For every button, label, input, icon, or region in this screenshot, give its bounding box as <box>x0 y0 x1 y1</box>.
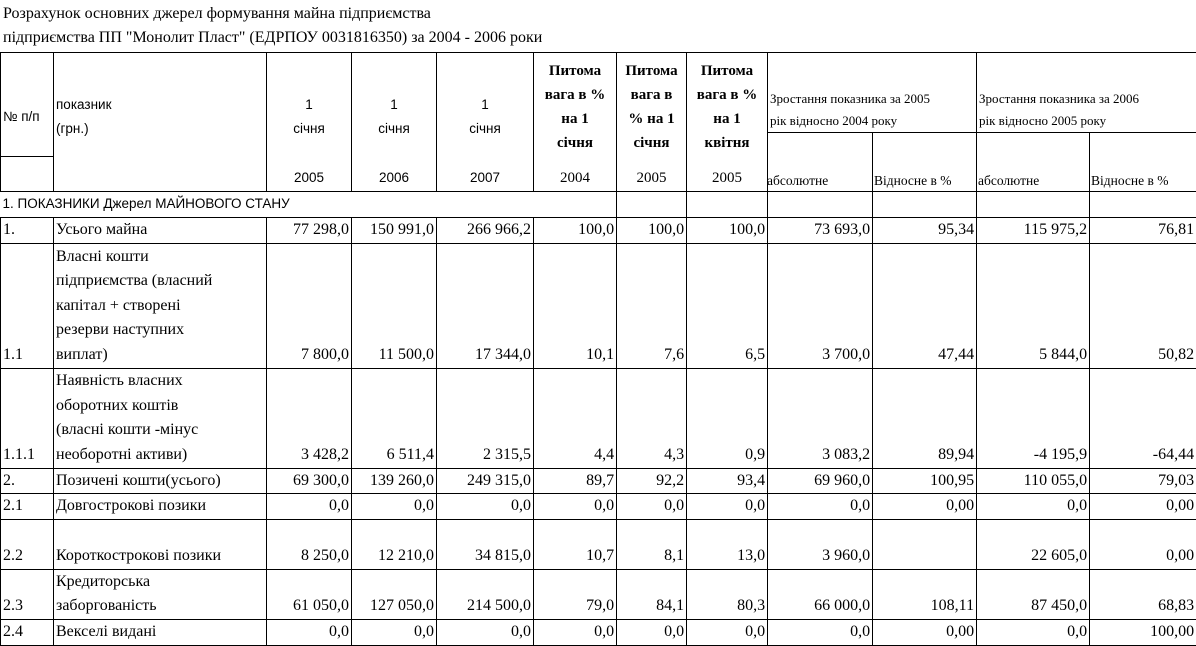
cell-weight-2004: 4,4 <box>534 368 617 468</box>
cell-weight-2005b: 6,5 <box>687 243 768 368</box>
cell-2005: 8 250,0 <box>267 519 352 569</box>
table-row <box>1 619 1196 645</box>
header-weight-year-2004: 2004 <box>534 157 617 192</box>
cell-abs-2006: 0,0 <box>977 494 1090 520</box>
cell-rel-2005: 95,34 <box>873 218 977 244</box>
cell-2006: 0,0 <box>352 619 437 645</box>
table-row <box>1 569 1196 619</box>
cell-rel-2005: 0,00 <box>873 619 977 645</box>
header-abs-2006: абсолютне <box>978 173 1040 188</box>
cell-2005: 3 428,2 <box>267 368 352 468</box>
cell-2007: 266 966,2 <box>437 218 534 244</box>
row-label: Кредиторська заборгованість <box>54 569 267 619</box>
cell-abs-2005: 0,0 <box>768 619 873 645</box>
cell-abs-2006: 22 605,0 <box>977 519 1090 569</box>
sources-table <box>0 52 1196 192</box>
cell-weight-2004: 10,7 <box>534 519 617 569</box>
cell-2006: 150 991,0 <box>352 218 437 244</box>
cell-abs-2006: 0,0 <box>977 619 1090 645</box>
row-number: 1. <box>1 218 54 244</box>
header-year-2007: 2007 <box>437 157 534 192</box>
cell-rel-2005: 0,00 <box>873 494 977 520</box>
cell-weight-2004: 0,0 <box>534 494 617 520</box>
cell-weight-2005a: 0,0 <box>617 619 687 645</box>
cell-2005: 61 050,0 <box>267 569 352 619</box>
header-growth-2006: Зростання показника за 2006 рік відносно 2005 року <box>977 53 1196 133</box>
cell-2006: 139 260,0 <box>352 468 437 494</box>
cell-rel-2005: 108,11 <box>873 569 977 619</box>
cell-rel-2006: 79,03 <box>1090 468 1196 494</box>
row-label: Короткострокові позики <box>54 519 267 569</box>
cell-abs-2005: 69 960,0 <box>768 468 873 494</box>
header-year-2005: 2005 <box>267 157 352 192</box>
cell-2006: 6 511,4 <box>352 368 437 468</box>
cell-2005: 77 298,0 <box>267 218 352 244</box>
cell-weight-2005a: 100,0 <box>617 218 687 244</box>
sources-table-body <box>0 191 1196 646</box>
header-rel-2006: Відносне в % <box>1091 173 1169 188</box>
row-label: Усього майна <box>54 218 267 244</box>
cell-abs-2005: 3 083,2 <box>768 368 873 468</box>
header-date-2007: 1 січня <box>437 53 534 157</box>
table-row <box>1 218 1196 244</box>
cell-weight-2004: 89,7 <box>534 468 617 494</box>
report-title: Розрахунок основних джерел формування майна підприємства <box>3 5 431 22</box>
section-title: 1. ПОКАЗНИКИ Джерел МАЙНОВОГО СТАНУ <box>1 192 617 218</box>
cell-rel-2005: 47,44 <box>873 243 977 368</box>
cell-rel-2006: 76,81 <box>1090 218 1196 244</box>
row-label: Довгострокові позики <box>54 494 267 520</box>
cell-abs-2006: -4 195,9 <box>977 368 1090 468</box>
cell-2007: 214 500,0 <box>437 569 534 619</box>
header-weight-year-2005b: 2005 <box>687 157 768 192</box>
cell-2007: 34 815,0 <box>437 519 534 569</box>
header-indicator: показник (грн.) <box>54 53 267 157</box>
cell-2007: 0,0 <box>437 494 534 520</box>
cell-2007: 17 344,0 <box>437 243 534 368</box>
cell-weight-2005b: 0,0 <box>687 494 768 520</box>
table-row <box>1 243 1196 368</box>
header-weight-year-2005a: 2005 <box>617 157 687 192</box>
header-weight-2005b: Питома вага в % на 1 квітня <box>687 53 768 157</box>
cell-rel-2006: -64,44 <box>1090 368 1196 468</box>
cell-weight-2005b: 80,3 <box>687 569 768 619</box>
cell-abs-2005: 3 960,0 <box>768 519 873 569</box>
table-row <box>1 519 1196 569</box>
cell-abs-2005: 0,0 <box>768 494 873 520</box>
row-number: 2.3 <box>1 569 54 619</box>
cell-2007: 2 315,5 <box>437 368 534 468</box>
cell-abs-2005: 66 000,0 <box>768 569 873 619</box>
cell-2005: 69 300,0 <box>267 468 352 494</box>
cell-abs-2006: 110 055,0 <box>977 468 1090 494</box>
cell-weight-2005a: 7,6 <box>617 243 687 368</box>
cell-2006: 12 210,0 <box>352 519 437 569</box>
cell-weight-2004: 100,0 <box>534 218 617 244</box>
header-year-2006: 2006 <box>352 157 437 192</box>
row-number: 1.1 <box>1 243 54 368</box>
header-abs-2005: абсолютне <box>767 173 829 188</box>
cell-rel-2006: 50,82 <box>1090 243 1196 368</box>
cell-weight-2004: 10,1 <box>534 243 617 368</box>
cell-weight-2005a: 84,1 <box>617 569 687 619</box>
cell-2007: 0,0 <box>437 619 534 645</box>
cell-rel-2006: 0,00 <box>1090 519 1196 569</box>
cell-rel-2005: 89,94 <box>873 368 977 468</box>
cell-2005: 0,0 <box>267 494 352 520</box>
report-subtitle: підприємства ПП "Монолит Пласт" (ЕДРПОУ 0031816350) за 2004 - 2006 роки <box>3 29 543 46</box>
header-growth-2005: Зростання показника за 2005 рік відносно 2004 року <box>768 53 977 133</box>
cell-weight-2005a: 92,2 <box>617 468 687 494</box>
header-date-2006: 1 січня <box>352 53 437 157</box>
cell-weight-2005a: 8,1 <box>617 519 687 569</box>
header-weight-2004: Питома вага в % на 1 січня <box>534 53 617 157</box>
cell-2006: 11 500,0 <box>352 243 437 368</box>
cell-weight-2005a: 4,3 <box>617 368 687 468</box>
row-label: Векселі видані <box>54 619 267 645</box>
cell-weight-2005b: 0,0 <box>687 619 768 645</box>
row-number: 2.1 <box>1 494 54 520</box>
cell-weight-2005a: 0,0 <box>617 494 687 520</box>
table-row <box>1 368 1196 468</box>
row-number: 2. <box>1 468 54 494</box>
cell-rel-2006: 100,00 <box>1090 619 1196 645</box>
row-number: 2.4 <box>1 619 54 645</box>
cell-rel-2005: 100,95 <box>873 468 977 494</box>
cell-weight-2005b: 100,0 <box>687 218 768 244</box>
cell-abs-2005: 73 693,0 <box>768 218 873 244</box>
cell-2005: 7 800,0 <box>267 243 352 368</box>
cell-weight-2004: 0,0 <box>534 619 617 645</box>
cell-weight-2005b: 93,4 <box>687 468 768 494</box>
row-label: Власні кошти підприємства (власний капітал + створені резерви наступних виплат) <box>54 243 267 368</box>
cell-rel-2005 <box>873 519 977 569</box>
cell-abs-2006: 87 450,0 <box>977 569 1090 619</box>
row-label: Позичені кошти(усього) <box>54 468 267 494</box>
cell-weight-2005b: 0,9 <box>687 368 768 468</box>
row-label: Наявність власних оборотних коштів (власні кошти -мінус необоротні активи) <box>54 368 267 468</box>
cell-2006: 0,0 <box>352 494 437 520</box>
cell-2005: 0,0 <box>267 619 352 645</box>
header-np: № п/п <box>1 53 54 157</box>
table-row <box>1 468 1196 494</box>
cell-2006: 127 050,0 <box>352 569 437 619</box>
cell-rel-2006: 68,83 <box>1090 569 1196 619</box>
header-np-bottom <box>1 157 54 192</box>
cell-abs-2005: 3 700,0 <box>768 243 873 368</box>
cell-abs-2006: 5 844,0 <box>977 243 1090 368</box>
cell-weight-2004: 79,0 <box>534 569 617 619</box>
row-number: 2.2 <box>1 519 54 569</box>
cell-rel-2006: 0,00 <box>1090 494 1196 520</box>
row-number: 1.1.1 <box>1 368 54 468</box>
table-row <box>1 494 1196 520</box>
header-date-2005: 1 січня <box>267 53 352 157</box>
header-rel-2005: Відносне в % <box>874 173 952 188</box>
cell-abs-2006: 115 975,2 <box>977 218 1090 244</box>
cell-weight-2005b: 13,0 <box>687 519 768 569</box>
header-weight-2005a: Питома вага в % на 1 січня <box>617 53 687 157</box>
header-indicator-bottom <box>54 157 267 192</box>
cell-2007: 249 315,0 <box>437 468 534 494</box>
